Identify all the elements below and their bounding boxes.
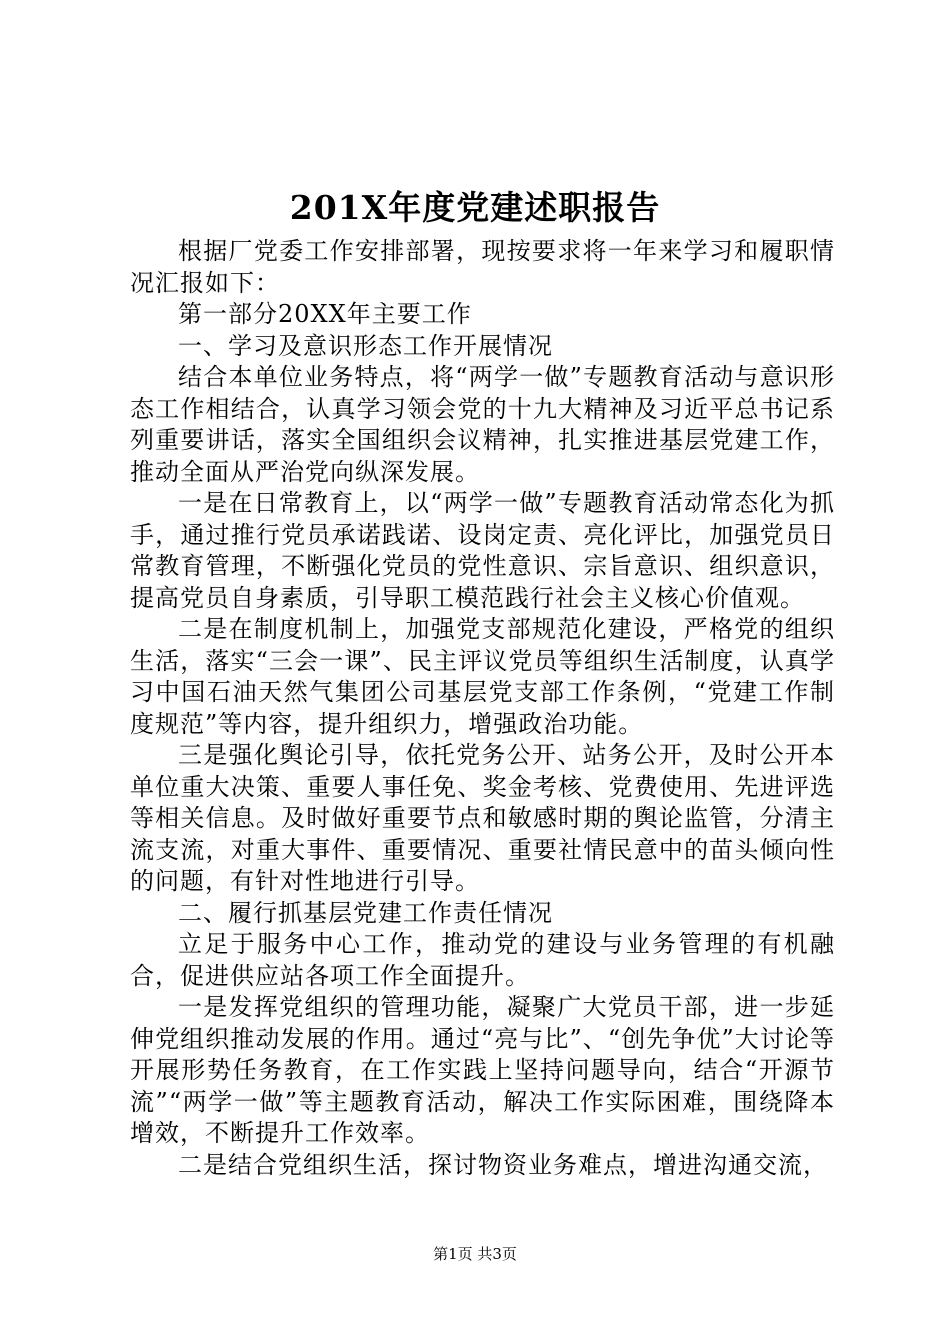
paragraph: 立足于服务中心工作，推动党的建设与业务管理的有机融合，促进供应站各项工作全面提升。 <box>130 930 835 990</box>
page-number-footer: 第1页 共3页 <box>433 1245 517 1263</box>
section-heading: 第一部分20XX年主要工作 <box>178 300 472 328</box>
paragraph: 一是在日常教育上，以“两学一做”专题教育活动常态化为抓手，通过推行党员承诺践诺、设岗定责、亮化评比，加强党员日常教育管理，不断强化党员的党性意识、宗旨意识、组织意识，提高党员自身素质，引导职工模范践行社会主义核心价值观。 <box>130 489 835 612</box>
document-body <box>130 236 835 1181</box>
paragraph: 结合本单位业务特点，将“两学一做”专题教育活动与意识形态工作相结合，认真学习领会党的十九大精神及习近平总书记系列重要讲话，落实全国组织会议精神，扎实推进基层党建工作，推动全面从严治党向纵深发展。 <box>130 363 835 486</box>
section-heading: 一、学习及意识形态工作开展情况 <box>178 331 553 360</box>
paragraph: 二是结合党组织生活，探讨物资业务难点，增进沟通交流， <box>178 1150 828 1179</box>
document-title: 201X年度党建述职报告 <box>289 188 661 227</box>
paragraph: 三是强化舆论引导，依托党务公开、站务公开，及时公开本单位重大决策、重要人事任免、奖金考核、党费使用、先进评选等相关信息。及时做好重要节点和敏感时期的舆论监管，分清主流支流，对重大事件、重要情况、重要社情民意中的苗头倾向性的问题，有针对性地进行引导。 <box>130 741 835 895</box>
paragraph: 二是在制度机制上，加强党支部规范化建设，严格党的组织生活，落实“三会一课”、民主评议党员等组织生活制度，认真学习中国石油天然气集团公司基层党支部工作条例，“党建工作制度规范”等内容，提升组织力，增强政治功能。 <box>130 615 835 738</box>
paragraph: 一是发挥党组织的管理功能，凝聚广大党员干部，进一步延伸党组织推动发展的作用。通过“亮与比”、“创先争优”大讨论等开展形势任务教育，在工作实践上坚持问题导向，结合“开源节流”“两学一做”等主题教育活动，解决工作实际困难，围绕降本增效，不断提升工作效率。 <box>130 993 835 1147</box>
section-heading: 二、履行抓基层党建工作责任情况 <box>178 898 553 927</box>
paragraph: 根据厂党委工作安排部署，现按要求将一年来学习和履职情况汇报如下： <box>130 237 835 297</box>
